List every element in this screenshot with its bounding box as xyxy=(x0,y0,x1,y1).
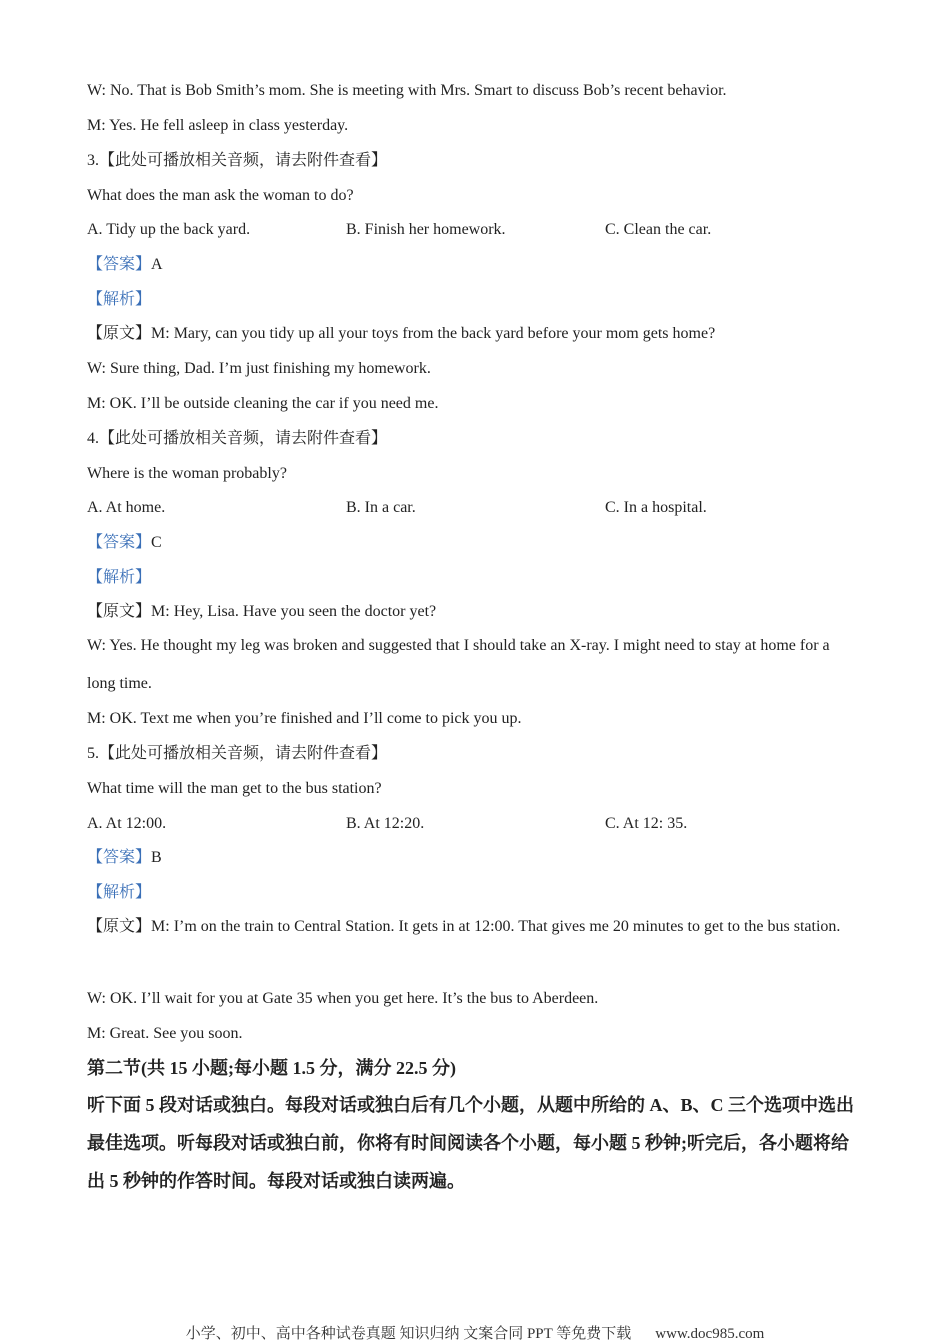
question-5-analysis-tag: 【解析】 xyxy=(87,884,152,901)
question-4-option-a: A. At home. xyxy=(87,499,166,516)
question-5-text: What time will the man get to the bus station? xyxy=(87,780,382,797)
question-5-answer xyxy=(87,848,162,868)
question-4-option-c: C. In a hospital. xyxy=(605,499,707,516)
source-tag: 【原文】 xyxy=(87,603,152,620)
question-3-transcript-3: M: OK. I’ll be outside cleaning the car if you need me. xyxy=(87,395,439,412)
dialogue-line: M: Yes. He fell asleep in class yesterday. xyxy=(87,117,349,134)
question-4-text: Where is the woman probably? xyxy=(87,465,287,482)
answer-value: A xyxy=(151,256,163,273)
question-5-header: 5.【此处可播放相关音频，请去附件查看】 xyxy=(87,745,388,762)
question-3-transcript-1 xyxy=(87,324,715,344)
question-5-transcript-1 xyxy=(87,908,862,946)
question-5-transcript-3: M: Great. See you soon. xyxy=(87,1025,243,1042)
question-4-transcript-3: M: OK. Text me when you’re finished and I’ll come to pick you up. xyxy=(87,710,522,727)
question-4-transcript-1 xyxy=(87,602,436,622)
question-3-header: 3.【此处可播放相关音频，请去附件查看】 xyxy=(87,152,388,169)
question-3-option-c: C. Clean the car. xyxy=(605,221,712,238)
page-footer xyxy=(0,1322,950,1343)
answer-tag: 【答案】 xyxy=(87,534,152,551)
source-tag: 【原文】 xyxy=(87,918,152,935)
answer-value: C xyxy=(151,534,162,551)
question-5-option-a: A. At 12:00. xyxy=(87,815,167,832)
question-3-option-a: A. Tidy up the back yard. xyxy=(87,221,251,238)
question-5-transcript-2: W: OK. I’ll wait for you at Gate 35 when you get here. It’s the bus to Aberdeen. xyxy=(87,990,599,1007)
question-5-option-b: B. At 12:20. xyxy=(346,815,425,832)
question-4-option-b: B. In a car. xyxy=(346,499,416,516)
question-4-answer xyxy=(87,533,162,553)
transcript-text: M: I’m on the train to Central Station. It gets in at 12:00. That gives me 20 minutes to get to the bus station. xyxy=(151,918,841,935)
answer-value: B xyxy=(151,849,162,866)
question-3-answer xyxy=(87,255,163,275)
question-4-header: 4.【此处可播放相关音频，请去附件查看】 xyxy=(87,430,388,447)
question-3-option-b: B. Finish her homework. xyxy=(346,221,506,238)
question-5-option-c: C. At 12: 35. xyxy=(605,815,688,832)
question-4-transcript-2: W: Yes. He thought my leg was broken and suggested that I should take an X-ray. I might need to stay at home for a long time. xyxy=(87,637,830,692)
question-4-analysis-tag: 【解析】 xyxy=(87,569,152,586)
footer-text: 小学、初中、高中各种试卷真题 知识归纳 文案合同 PPT 等免费下载 xyxy=(185,1326,632,1342)
transcript-text: M: Mary, can you tidy up all your toys from the back yard before your mom gets home? xyxy=(151,325,716,342)
question-3-text: What does the man ask the woman to do? xyxy=(87,187,354,204)
transcript-text: M: Hey, Lisa. Have you seen the doctor yet? xyxy=(151,603,437,620)
section-2-title: 第二节(共 15 小题;每小题 1.5 分，满分 22.5 分) xyxy=(87,1058,456,1078)
question-3-transcript-2: W: Sure thing, Dad. I’m just finishing my homework. xyxy=(87,360,431,377)
dialogue-line: W: No. That is Bob Smith’s mom. She is meeting with Mrs. Smart to discuss Bob’s recent behavior. xyxy=(87,82,727,99)
question-3-analysis-tag: 【解析】 xyxy=(87,291,152,308)
section-2-instructions: 听下面 5 段对话或独白。每段对话或独白后有几个小题，从题中所给的 A、B、C 三个选项中选出最佳选项。听每段对话或独白前，你将有时间阅读各个小题，每小题 5 秒钟;听完后，各小题将给出 5 秒钟的作答时间。每段对话或独白读两遍。 xyxy=(87,1095,854,1191)
footer-url[interactable]: www.doc985.com xyxy=(655,1326,765,1342)
answer-tag: 【答案】 xyxy=(87,256,152,273)
source-tag: 【原文】 xyxy=(87,325,152,342)
answer-tag: 【答案】 xyxy=(87,849,152,866)
